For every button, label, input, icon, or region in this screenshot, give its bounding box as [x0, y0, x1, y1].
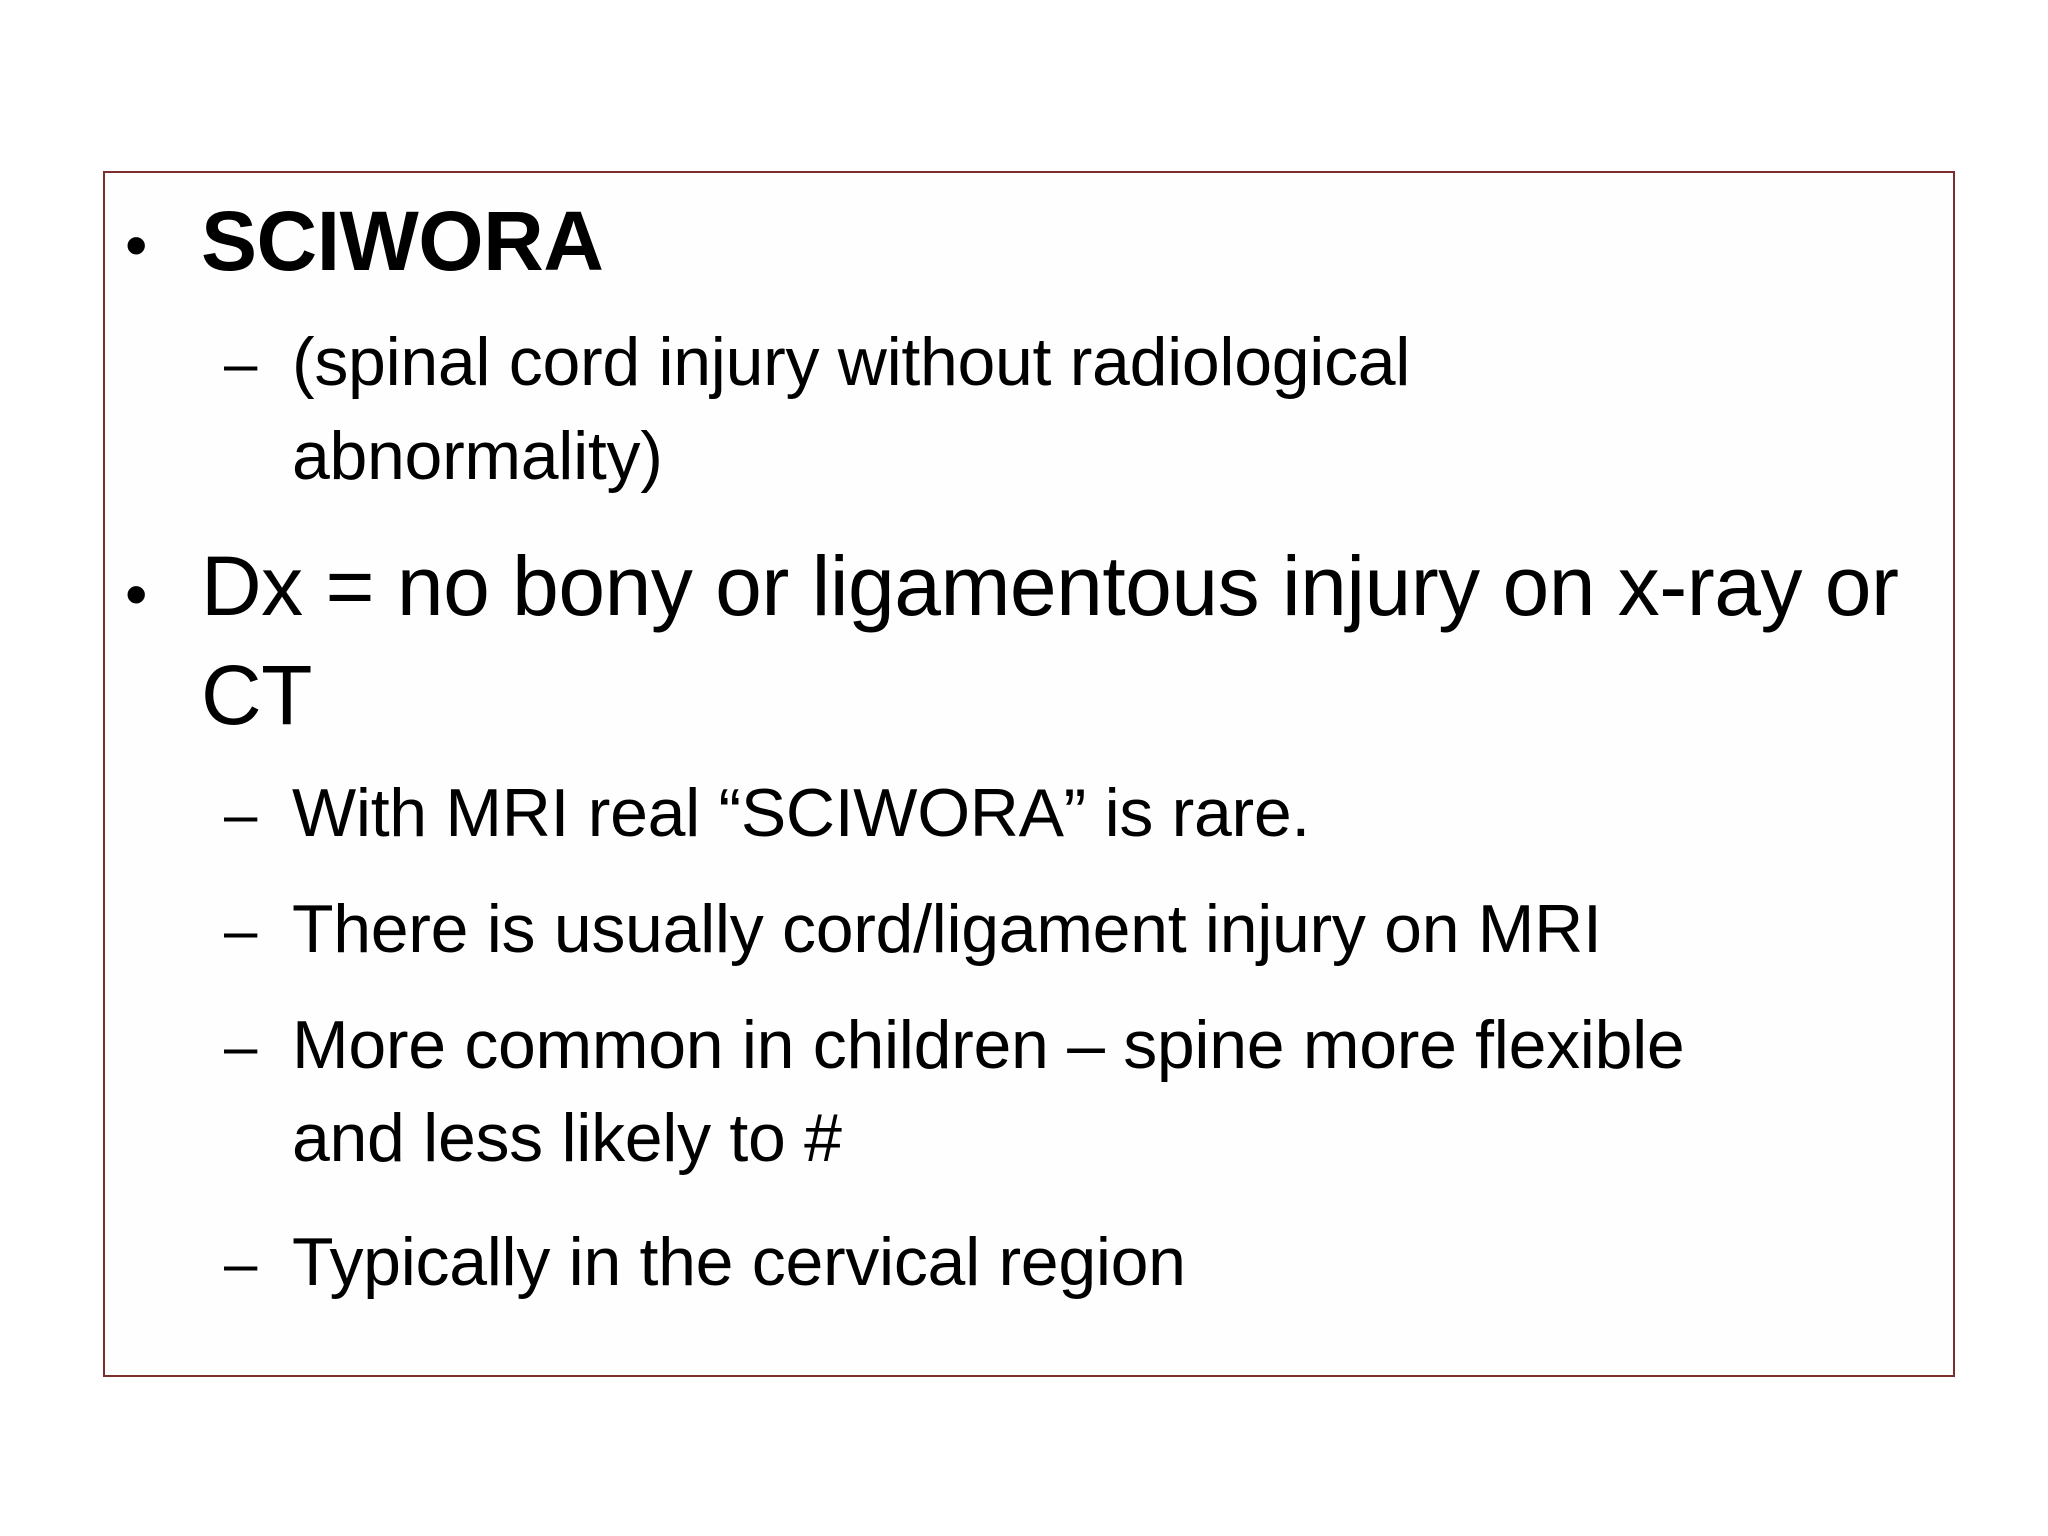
bullet-1-marker: •	[125, 209, 148, 281]
sub-bullet-2-4-marker: –	[224, 1230, 258, 1297]
sub-bullet-1-1-line-1: (spinal cord injury without radiological	[292, 324, 1411, 400]
sub-bullet-2-3-line-2: and less likely to #	[292, 1100, 842, 1176]
sub-bullet-2-1-marker: –	[224, 781, 258, 848]
bullet-2-line-1: Dx = no bony or ligamentous injury on x-ray or	[201, 539, 1899, 633]
sub-bullet-2-3-line-1: More common in children – spine more flexible	[292, 1007, 1685, 1083]
sub-bullet-2-4-line-1: Typically in the cervical region	[292, 1224, 1186, 1300]
sub-bullet-2-2-marker: –	[224, 897, 258, 964]
sub-bullet-1-1-line-2: abnormality)	[292, 418, 663, 494]
sub-bullet-2-2-line-1: There is usually cord/ligament injury on MRI	[292, 891, 1602, 967]
sub-bullet-1-1-marker: –	[224, 330, 258, 397]
bullet-2-marker: •	[125, 558, 148, 630]
bullet-1-text: SCIWORA	[201, 194, 604, 288]
bullet-2-line-2: CT	[201, 648, 312, 742]
sub-bullet-2-1-line-1: With MRI real “SCIWORA” is rare.	[292, 775, 1311, 851]
sub-bullet-2-3-marker: –	[224, 1013, 258, 1080]
